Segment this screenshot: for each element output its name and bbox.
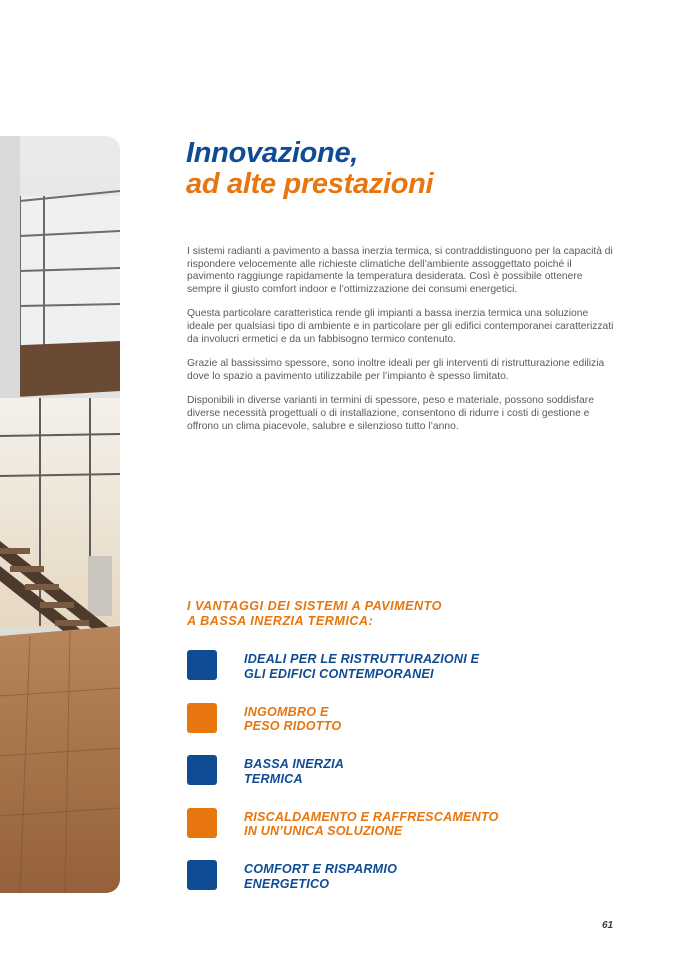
- advantage-text: [244, 810, 499, 839]
- advantage-item: [187, 755, 607, 808]
- square-bullet-icon: [187, 860, 217, 890]
- advantage-line-2: TERMICA: [244, 771, 303, 786]
- title-line-1: Innovazione,: [186, 137, 359, 169]
- square-bullet-icon: [187, 755, 217, 785]
- advantage-line-1: BASSA INERZIA: [244, 757, 345, 771]
- paragraph: Disponibili in diverse varianti in termini di spessore, peso e materiale, possono soddisfare diverse necessità progettuali o di installazione, consentono di ridurre i costi di gestione e offrono un clima piacevole, salubre e silenzioso tutto l’anno.: [187, 395, 594, 432]
- advantage-text: [244, 757, 344, 786]
- advantage-line-2: ENERGETICO: [244, 876, 330, 891]
- title-line-2: ad alte prestazioni: [186, 168, 434, 200]
- page-title: [186, 138, 433, 200]
- photo-illustration: [0, 136, 120, 893]
- paragraph: Questa particolare caratteristica rende gli impianti a bassa inerzia termica una soluzione ideale per qualsiasi tipo di ambiente e in particolare per gli edifici contemporanei caratterizzati da involucri ermetici e da un fabbisogno termico contenuto.: [187, 308, 614, 345]
- advantage-line-2: GLI EDIFICI CONTEMPORANEI: [244, 666, 434, 681]
- advantage-line-2: IN UN’UNICA SOLUZIONE: [244, 824, 403, 838]
- paragraph: Grazie al bassissimo spessore, sono inoltre ideali per gli interventi di ristrutturazione edilizia dove lo spazio a pavimento utilizzabile per l’impianto è spesso limitato.: [187, 358, 605, 382]
- advantage-item: [187, 860, 607, 913]
- square-bullet-icon: [187, 650, 217, 680]
- page-number: 61: [602, 920, 614, 931]
- advantage-text: [244, 705, 341, 734]
- paragraph: I sistemi radianti a pavimento a bassa inerzia termica, si contraddistinguono per la capacità di rispondere velocemente alle richieste climatiche dell’ambiente assoggettato poiché il pavimento raggiunge rapidamente la temperatura desiderata. Così è possibile ottenere sempre il giusto comfort indoor e l’ottimizzazione dei consumi energetici.: [187, 246, 613, 295]
- advantage-item: [187, 808, 607, 861]
- advantage-text: [244, 652, 479, 681]
- advantages-title-line-2: A BASSA INERZIA TERMICA:: [187, 614, 374, 628]
- advantages-list: [187, 650, 607, 913]
- advantage-line-1: IDEALI PER LE RISTRUTTURAZIONI E: [244, 652, 480, 666]
- advantage-text: [244, 862, 397, 891]
- advantage-item: [187, 703, 607, 756]
- square-bullet-icon: [187, 808, 217, 838]
- square-bullet-icon: [187, 703, 217, 733]
- advantage-line-1: INGOMBRO E: [244, 704, 329, 719]
- body-text: [187, 246, 617, 445]
- advantage-line-2: PESO RIDOTTO: [244, 719, 342, 733]
- interior-staircase-photo: [0, 136, 120, 893]
- advantage-line-1: RISCALDAMENTO E RAFFRESCAMENTO: [244, 809, 499, 824]
- advantage-item: [187, 650, 607, 703]
- advantages-title-line-1: I VANTAGGI DEI SISTEMI A PAVIMENTO: [187, 599, 442, 613]
- advantages-title: [187, 599, 442, 629]
- advantage-line-1: COMFORT E RISPARMIO: [244, 862, 398, 876]
